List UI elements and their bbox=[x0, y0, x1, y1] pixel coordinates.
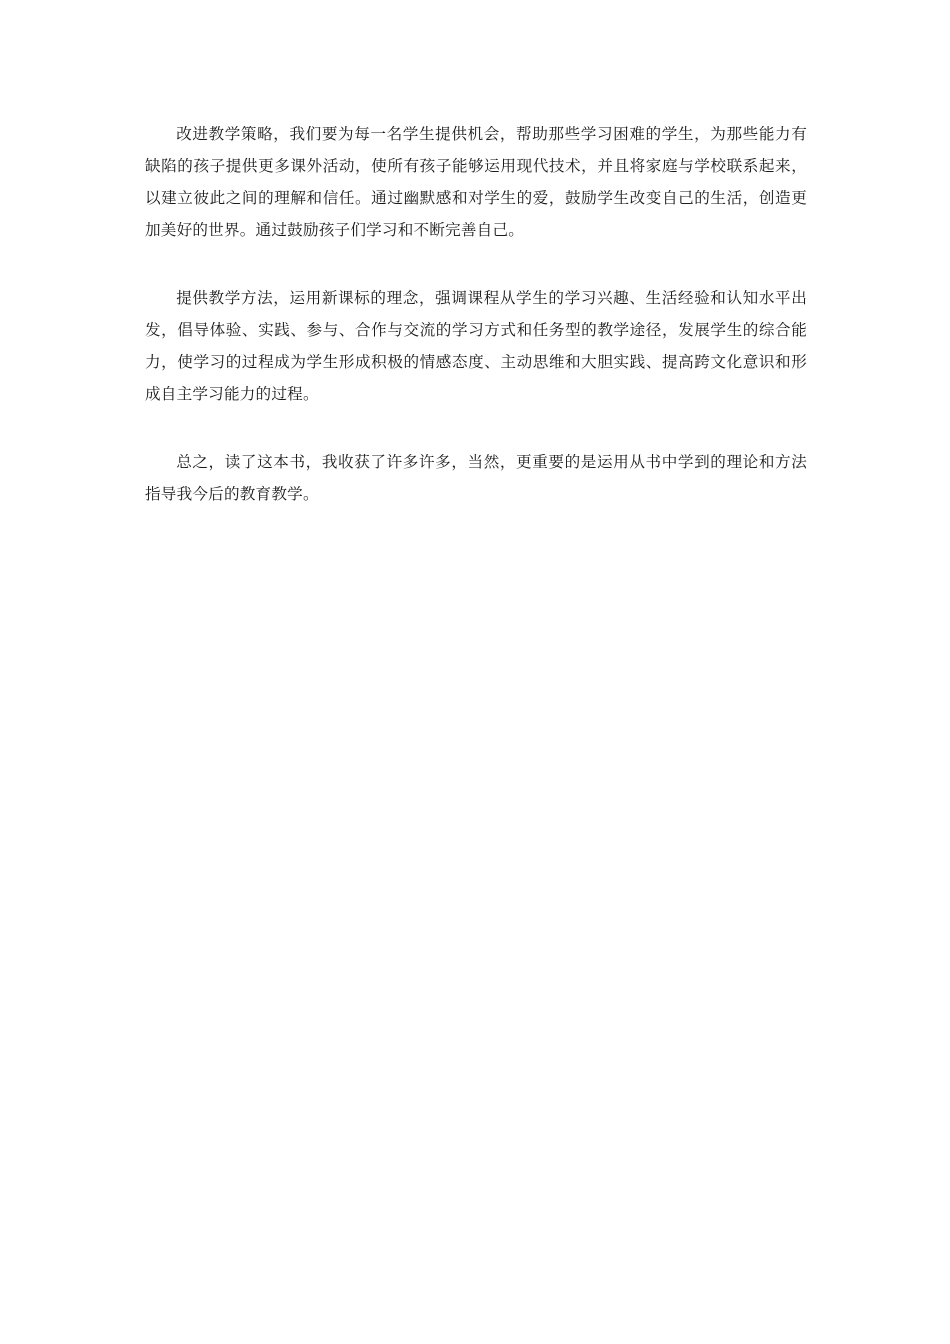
document-body bbox=[145, 118, 807, 546]
paragraph-teaching-strategy: 改进教学策略，我们要为每一名学生提供机会，帮助那些学习困难的学生，为那些能力有缺陷的孩子提供更多课外活动，使所有孩子能够运用现代技术，并且将家庭与学校联系起来，以建立彼此之间的理解和信任。通过幽默感和对学生的爱，鼓励学生改变自己的生活，创造更加美好的世界。通过鼓励孩子们学习和不断完善自己。 bbox=[145, 125, 807, 239]
paragraph-conclusion: 总之，读了这本书，我收获了许多许多，当然，更重要的是运用从书中学到的理论和方法指导我今后的教育教学。 bbox=[145, 453, 807, 503]
paragraph-teaching-method: 提供教学方法，运用新课标的理念，强调课程从学生的学习兴趣、生活经验和认知水平出发，倡导体验、实践、参与、合作与交流的学习方式和任务型的教学途径，发展学生的综合能力，使学习的过程成为学生形成积极的情感态度、主动思维和大胆实践、提高跨文化意识和形成自主学习能力的过程。 bbox=[145, 289, 807, 403]
